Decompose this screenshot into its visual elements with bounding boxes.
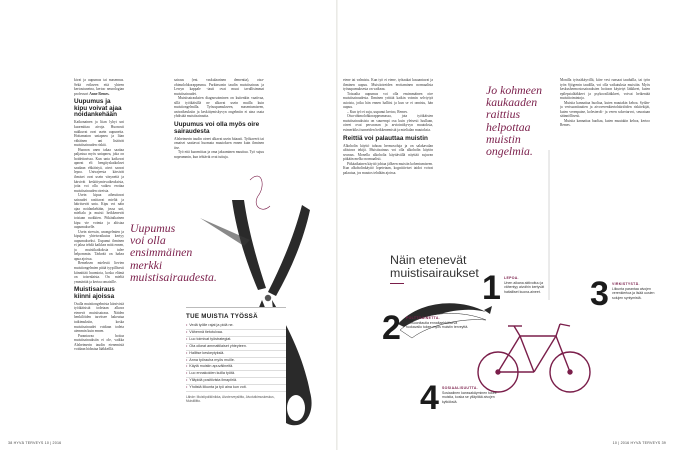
body-paragraph: Muistia kannattaa huoltaa, kuten muutakin kehoa, kertoo Remes.: [560, 118, 650, 128]
body-paragraph: Katkonainen ja liian lyhyt uni kuormittaa aivoja. Huonosti nukkuvat ovat usein uupuneita. Hoitamaton uniapnea ja liian vähäinen uni lisäävät muistisairauden riskiä.: [74, 120, 124, 148]
tip-item: • Luo ennakoiden kuilla työtä.: [186, 371, 286, 378]
body-paragraph: Parantavaa hoitoa muistisairauksiin ei ole, vaikka Alzheimerin taudin etenemistä voidaan hidastaa lääkkeillä.: [74, 333, 124, 352]
author-signature: Anne Remes.: [89, 91, 110, 96]
body-paragraph: Toisaalta uupumus voi olla ensimmäinen oire muistisairaudesta. Ihminen yrittää kaikin voimin selviytyä asioista, jotka hän ennen hallitsi ja kun se ei onnistu, hän uupuu.: [343, 91, 433, 110]
stage-number: 4: [420, 379, 439, 417]
illustration-title: Näin etenevät muistisairaukset: [390, 254, 486, 284]
subheading-uupumus-kipu: Uupumus ja kipu voivat ajaa noidankehään: [74, 98, 122, 119]
tip-item: • Ota oikeat ammattilaiset yhteyteen.: [186, 344, 286, 351]
tip-item: • Vedä työlle rajat ja pidä ne.: [186, 323, 286, 330]
tip-item: • Yhdistä liikunta ja työ aina kun voit.: [186, 385, 286, 392]
tip-item: • Hallitse keskeytyksiä.: [186, 351, 286, 358]
body-paragraph: Remeksen mielestä lievien muistiongelmien pitää tyypillisesti kiinnittää huomiota, koska elämä on toisenlaista. On mieltä ymmärtää ja kertoa omaisille.: [74, 261, 124, 284]
stage-title: LEPOA.: [504, 276, 519, 280]
stage-text: Sosiaalinen kanssakäyminen tukee muistia, koska se ylläpitää aivojen kytköksiä.: [442, 390, 497, 404]
body-paragraph: Usein stressin, unongelmien ja kipujen yhteisvaikutus kertyy uupumukseksi. Uupunut ihminen ei jaksa tehdä kaikkea mitä ennen, ja muistikatkoksia tulee helpommin. Tärkeää on hakea apua ajoissa.: [74, 229, 124, 261]
column-3: [343, 78, 433, 246]
stage-number: 1: [482, 269, 501, 307]
stage-number: 2: [382, 309, 401, 347]
folio-right: 10 | 2016 HYVÄ TERVEYS 39: [612, 441, 666, 445]
folio-left: 38 HYVÄ TERVEYS 10 | 2016: [8, 441, 62, 445]
stage-title: POLTTOAINETTA.: [406, 316, 440, 320]
body-paragraph: Monilla työssäkäyvillä, kiire vesi runsaat tauduilla, tai työn työn Sjögrenin taudilla, voi olla vaikutuksia muistiin. Myös keskushermostosairauksien hoitoon käytetyt lääkkeet, kuten epilepsialääkkeet ja psykoosilääkkeet, voivat heikentää muistitoimintoja.: [560, 78, 650, 101]
tip-item: • Vähennä tietotulvaa.: [186, 330, 286, 337]
body-paragraph: Osalla muistiongelmista kärsivistä työikäisistä todetaan alkava etenevä muistisairaus. Näiden henkilöiden tarvitsee hakeutua tutkimuksiin, koska muistisairaudet voidaan todeta aiemmin kuin ennen.: [74, 301, 124, 334]
body-paragraph: etene tai valmistu. Kun työ ei etene, työtaakat kasaantuvat ja ihminen uupuu. Muistioireiden erottaminen normaalista työuupumuksesta on vaikeaa.: [343, 78, 433, 92]
body-paragraph: Pitkäaikainen käyttö johtaa jälkeen muistin kohentumiseen. Kun alkoholinkäyttö lopetetaan, kognitiiviset taidot voivat palautua, jos muutos tehdään ajoissa.: [343, 161, 433, 175]
body-paragraph: Huonon unen takaa saattaa paljastua myös uniapnea, joka on hoidettavissa. Kun unta katkovat apneat eli hengityskatkokset saadaan ehkäistyä, aivot saavat lepoa. Univajeesta kärsivät ihmiset ovat usein väsyneitä ja kärsivät keskittymisvaikeuksista, joita voi olla vaikea erottaa muistisairauden oireista.: [74, 147, 124, 193]
subheading-oire-sairaudesta: Uupumus voi olla myös oire sairaudesta: [174, 120, 260, 135]
stage-text: Verisuonitautia ennaltaehkäisevä ruokavalio tukee myös muistin terveyttä.: [406, 320, 469, 330]
stage-text: Liikunta parantaa aivojen verenkiertoa ja lisää uusien solujen syntymistä.: [612, 286, 655, 300]
body-paragraph: Työ että kuormittaa ja oma jaksaminen muuttuu. Työ sujuu nopeammin, kun tehtävät ovat tuttuja.: [174, 150, 264, 159]
body-paragraph: Muistisairauksien diagnosoiminen on kuitenkin vaativaa, sillä työikäisillä ne alkavat usein muilla kuin muistiongelmilla. Työuupumukseen, masentumiseen, univaikeuksiin ja keskittymiskyvyn ongelmiin ei aina osata yhdistää muistisairautta.: [174, 96, 264, 119]
stage-title: SOSIAALISUUTTA.: [442, 386, 478, 390]
body-paragraph: Otsa-ohimolohkorappeumassa, jota työikäisten muistisairauksista on suurempi osa kuin yleisesti luullaan, oireet ovat persoonan ja arviointikyvyn muutoksia, esimerkiksi tunneiden heikkenemistä ja mielialan muutoksia.: [343, 114, 433, 133]
tip-item: • Luo toimivat työstrategiat.: [186, 337, 286, 344]
pull-quote: Uupumus voi olla ensimmäinen merkki muistisairaudesta.: [130, 221, 217, 284]
stage-1: [482, 269, 558, 316]
body-paragraph: Muistia kannattaa huoltaa, kuten muutakin kehoa. Sydän- ja verisuonitautien ja aivoverenkiertohäiriöiden riskitekijät, kuten verenpaine, kolesteroli- ja veren sokeriarvot, seurataan säännöllisesti.: [560, 100, 650, 119]
intro-text: kivat ja uupumus tai masennus. Sekä erikseen että yhteen kertoutuneina, kertoo neurologian professori: [74, 78, 124, 96]
tips-box: [186, 307, 286, 429]
tip-item: • Käytä muistin apuvälineitä.: [186, 364, 286, 371]
stage-4: [420, 379, 506, 426]
tips-box-title: TUE MUISTIA TYÖSSÄ: [186, 313, 258, 320]
stage-3: [590, 275, 660, 348]
tip-item: • Anna työrauha myös muille.: [186, 358, 286, 365]
subheading-raittius: Reittiä voi palauttaa muistin: [343, 134, 428, 142]
body-paragraph: – Kun työ ei suju, uupunut kertoo, Remes.: [347, 109, 408, 114]
body-paragraph: Alkoholin käyttö tuhoaa hermosoluja ja on salakavalan altistava tekijä. Muistisairaus voi olla alkoholin käytön seuraus. Monella alkoholia käyttävällä näyttää sujuvan pitkään melko normaalisti.: [343, 143, 433, 162]
tips-source: Lähde: Muistipoliklinikka, Aivoterveysliitto, Aivotutkimuskeskus, Muistiliitto.: [186, 395, 275, 404]
subheading-muistisairaus: Muistisairaus kiinni ajoissa: [74, 286, 115, 300]
pull-quote-2: Jo kohmeen kaukaaden raittius helpottaa muistin ongelmia.: [486, 83, 543, 159]
body-paragraph: Usein kipua aiheuttavat sairaudet rasittavat mieltä ja häiritsevät unta. Kipu voi näin ajaa noidankehään, jossa uni, mieliala ja muisti heikkenevät toisiaan ruokkien. Pitkäaikainen kipu vie voimia ja altistaa uupumukselle.: [74, 193, 124, 230]
column-4: [560, 78, 650, 198]
tips-list: [186, 323, 286, 392]
stage-number: 3: [590, 275, 609, 313]
body-paragraph: Alzheimerin taudin oireet alkavat usein hitaasti. Työkaverit tai omaiset saattavat huomata muutoksen ennen kuin ihminen itse.: [174, 136, 264, 150]
body-paragraph: sairaus (ent. vaskulaarinen dementia), otsa-ohimolohkorappeuma. Parkinsonin taudin muistisairaus ja Lewyn kappale -tauti ovat muut tavallisimmat muistisairaudet.: [174, 78, 264, 96]
stage-2: [382, 309, 474, 362]
stage-text: Unen aikana aktivoituu ja vähentyy aivoihin kertyvät haitalliset kuona-aineet.: [504, 280, 545, 294]
thread-line: [250, 176, 270, 209]
stage-title: VIRKISTYSTÄ.: [612, 282, 640, 286]
tip-item: • Ylläpidä positiivista ilmapiiriä.: [186, 378, 286, 385]
